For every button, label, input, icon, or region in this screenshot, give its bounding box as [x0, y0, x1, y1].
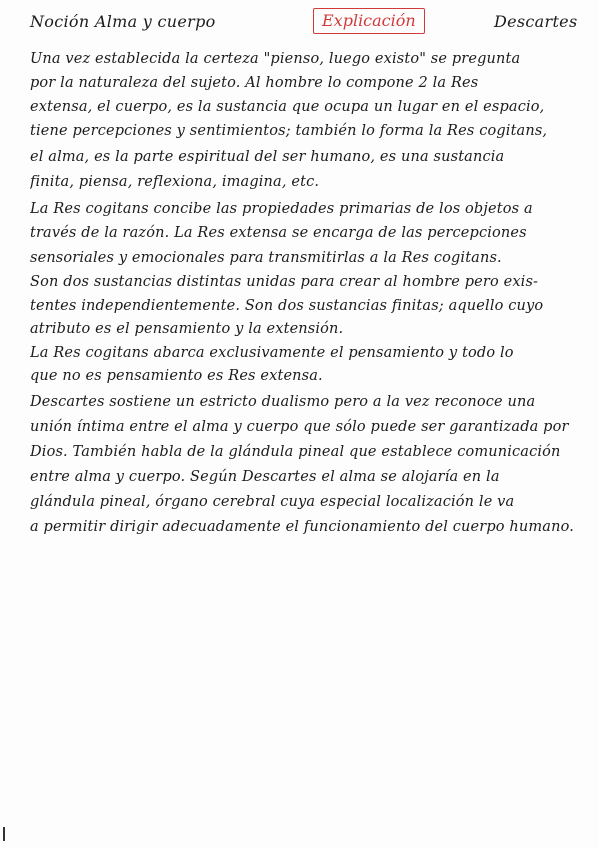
text-line: sensoriales y emocionales para transmitirlas a la Res cogitans. — [30, 250, 502, 266]
text-line: el alma, es la parte espiritual del ser humano, es una sustancia — [30, 149, 505, 165]
text-line: por la naturaleza del sujeto. Al hombre lo compone 2 la Res — [30, 75, 479, 91]
text-line: atributo es el pensamiento y la extensión. — [30, 321, 344, 337]
text-line: Una vez establecida la certeza "pienso, luego existo" se pregunta — [30, 51, 521, 67]
text-line: Son dos sustancias distintas unidas para crear al hombre pero exis- — [30, 274, 539, 290]
text-line: tiene percepciones y sentimientos; también lo forma la Res cogitans, — [30, 123, 548, 139]
author-name: Descartes — [494, 12, 578, 31]
section-tag-boxed: Explicación — [313, 8, 425, 34]
text-line: a permitir dirigir adecuadamente el funcionamiento del cuerpo humano. — [30, 519, 574, 535]
text-line: finita, piensa, reflexiona, imagina, etc. — [30, 174, 320, 190]
text-line: Dios. También habla de la glándula pineal que establece comunicación — [30, 444, 561, 460]
text-line: Descartes sostiene un estricto dualismo pero a la vez reconoce una — [30, 394, 536, 410]
text-line: través de la razón. La Res extensa se encarga de las percepciones — [30, 225, 527, 241]
text-line: que no es pensamiento es Res extensa. — [30, 368, 323, 384]
text-line: La Res cogitans concibe las propiedades primarias de los objetos a — [30, 201, 533, 217]
text-line: La Res cogitans abarca exclusivamente el pensamiento y todo lo — [30, 345, 514, 361]
text-line: tentes independientemente. Son dos sustancias finitas; aquello cuyo — [30, 298, 544, 314]
text-line: unión íntima entre el alma y cuerpo que sólo puede ser garantizada por — [30, 419, 569, 435]
topic-title: Noción Alma y cuerpo — [30, 12, 216, 31]
margin-pen-mark — [3, 827, 5, 841]
text-line: glándula pineal, órgano cerebral cuya especial localización le va — [30, 494, 515, 510]
text-line: extensa, el cuerpo, es la sustancia que ocupa un lugar en el espacio, — [30, 99, 545, 115]
text-line: entre alma y cuerpo. Según Descartes el alma se alojaría en la — [30, 469, 500, 485]
